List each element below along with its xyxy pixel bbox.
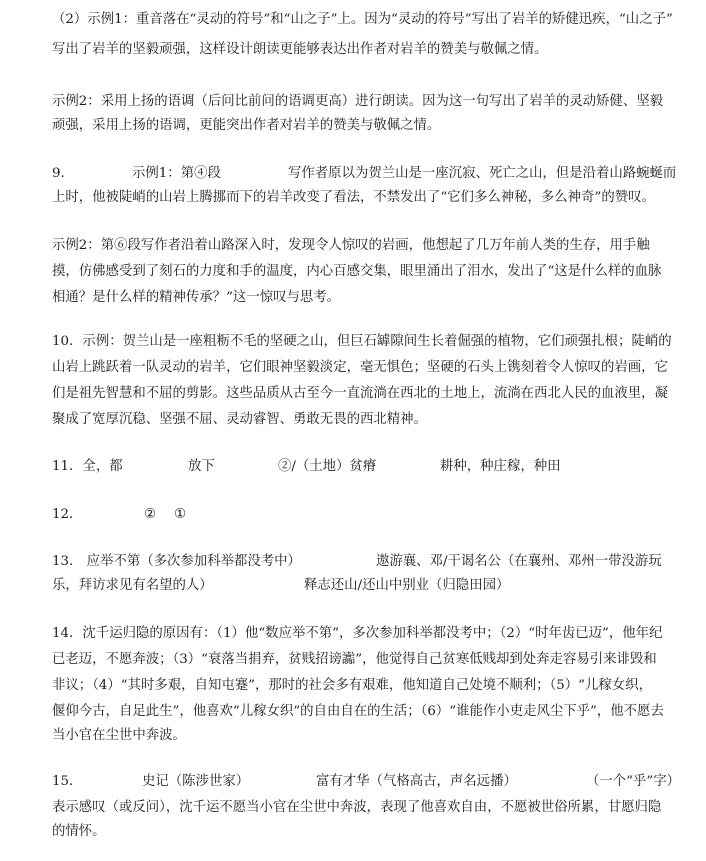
question-11-line: [52, 455, 692, 479]
text-line: 示例2：第⑥段写作者沿着山路深入时，发现令人惊叹的岩画，他想起了几万年前人类的生存，用手触: [52, 238, 650, 253]
answer-part: 遨游襄、邓/干谒名公（在襄州、邓州一带没游玩: [376, 554, 662, 569]
text-line: 示例2：采用上扬的语调（后问比前问的语调更高）进行朗读。因为这一句写出了岩羊的灵动矫健、坚毅: [52, 94, 664, 109]
text-line: 相通？是什么样的精神传承？”这一惊叹与思考。: [52, 290, 341, 305]
text-line: （2）示例1：重音落在“灵动的符号”和“山之子”上。因为“灵动的符号”写出了岩羊的矫健迅疾，“山之子”: [52, 12, 673, 27]
answer-text: 写作者原以为贺兰山是一座沉寂、死亡之山，但是沿着山路蜿蜒而: [288, 166, 677, 181]
answer-part: 放下: [188, 459, 215, 474]
answer-part: 史记（陈涉世家）: [142, 774, 250, 789]
text-line: 10．示例：贺兰山是一座粗粝不毛的坚硬之山，但巨石罅隙间生长着倔强的植物，它们顽强扎根；陡峭的: [52, 334, 672, 349]
question-9-line: [52, 162, 692, 186]
text-line: 顽强，采用上扬的语调，更能突出作者对岩羊的赞美与敬佩之情。: [52, 118, 441, 133]
question-15-line: [52, 770, 692, 794]
text-line: 摸，仿佛感受到了刻石的力度和手的温度，内心百感交集，眼里涌出了泪水，发出了“这是什么样的血脉: [52, 264, 662, 279]
text-line: 写出了岩羊的坚毅顽强，这样设计朗读更能够表达出作者对岩羊的赞美与敬佩之情。: [52, 42, 548, 57]
question-13-line: [52, 550, 692, 574]
question-number: 15．: [52, 774, 83, 789]
question-number: 9.: [52, 166, 65, 181]
answer-part: 13． 应举不第（多次参加科举都没考中）: [52, 554, 301, 569]
text-line: 聚成了宽厚沉稳、坚强不屈、灵动睿智、勇敢无畏的西北精神。: [52, 412, 427, 427]
text-line: 偃仰今古，自足此生”，他喜欢“儿稼女织”的自由自在的生活；（6）“谁能作小吏走风尘下乎”，他不愿去: [52, 704, 664, 719]
text-line: 非议；（4）“其时多艰，自知屯蹇”，那时的社会多有艰难，他知道自己处境不顺利；（5）“儿稼女织，: [52, 678, 652, 693]
answer-part: ①: [174, 507, 187, 522]
answer-part: ②: [144, 507, 157, 522]
text-line: 山岩上跳跃着一队灵动的岩羊，它们眼神坚毅淡定，毫无惧色；坚硬的石头上镌刻着令人惊叹的岩画，它: [52, 360, 668, 375]
answer-part: ②/（土地）贫瘠: [278, 459, 377, 474]
text-line: 的情怀。: [52, 824, 106, 839]
answer-example-label: 示例1：第④段: [132, 166, 221, 181]
text-line: 当小官在尘世中奔波。: [52, 728, 186, 743]
answer-part: 11．全，都: [52, 459, 123, 474]
answer-part: （一个“乎”字）: [586, 774, 681, 789]
answer-part: 释志还山/还山中别业（归隐田园）: [304, 578, 510, 593]
answer-part: 乐，拜访求见有名望的人）: [52, 578, 213, 593]
text-line: 表示感叹（或反问），沈千运不愿当小官在尘世中奔波，表现了他喜欢自由，不愿被世俗所累，甘愿归隐: [52, 800, 662, 815]
text-line: 已老迈，不愿奔波；（3）“衰落当捐弃，贫贱招谤讟”，他觉得自己贫寒低贱却到处奔走容易引来诽毁和: [52, 652, 657, 667]
answer-part: 耕种，种庄稼，种田: [440, 459, 561, 474]
text-line: 们是祖先智慧和不屈的剪影。这些品质从古至今一直流淌在西北的土地上，流淌在西北人民的血液里，凝: [52, 386, 668, 401]
answer-part: 富有才华（气格高古，声名远播）: [316, 774, 517, 789]
question-12-line: [52, 503, 692, 527]
text-line: 14．沈千运归隐的原因有：（1）他“数应举不第”，多次参加科举都没考中；（2）“时年齿已迈”，他年纪: [52, 626, 663, 641]
question-number: 12．: [52, 507, 83, 522]
question-13-line: [52, 574, 692, 598]
text-line: 上时，他被陡峭的山岩上腾挪而下的岩羊改变了看法，不禁发出了“它们多么神秘，多么神奇”的赞叹。: [52, 190, 655, 205]
